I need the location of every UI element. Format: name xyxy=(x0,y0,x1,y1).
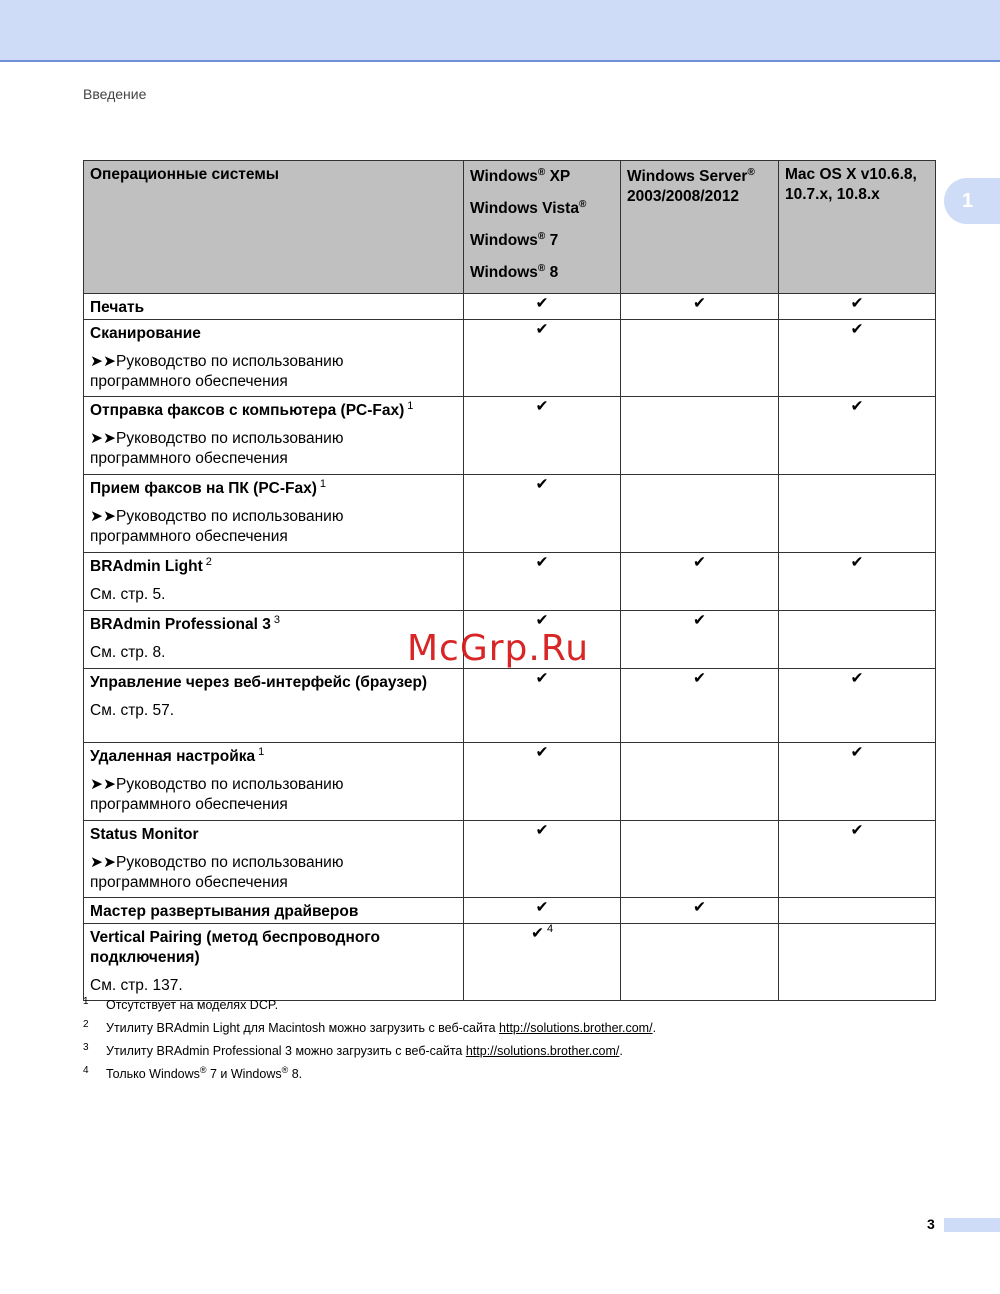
footnote-ref: 4 xyxy=(546,922,554,935)
support-cell-col1 xyxy=(464,743,621,821)
feature-note: См. стр. 57. xyxy=(90,702,175,719)
page-bar xyxy=(944,1218,1000,1232)
footnote xyxy=(83,997,943,1020)
table-row xyxy=(84,320,936,397)
footnotes xyxy=(83,997,943,1089)
footnote-ref: 1 xyxy=(407,399,414,412)
table-header-row xyxy=(84,161,936,294)
check-icon: ✔ xyxy=(535,321,549,338)
check-icon: ✔ xyxy=(850,670,864,687)
check-icon: ✔ xyxy=(850,321,864,338)
support-cell-col2 xyxy=(621,397,779,475)
check-icon: ✔ xyxy=(693,295,706,312)
support-cell-col1 xyxy=(464,294,621,320)
footnote-text: Только Windows xyxy=(106,1067,200,1081)
table-row xyxy=(84,669,936,743)
support-cell-col3 xyxy=(779,743,936,821)
feature-title: Мастер развертывания драйверов xyxy=(90,903,359,920)
footnote-link[interactable]: http://solutions.brother.com/ xyxy=(499,1021,653,1035)
feature-cell xyxy=(84,898,464,924)
support-cell-col2 xyxy=(621,669,779,743)
support-cell-col1 xyxy=(464,898,621,924)
watermark: McGrp.Ru xyxy=(407,628,590,669)
chapter-number: 1 xyxy=(962,189,974,212)
table-row xyxy=(84,743,936,821)
header-os: Операционные системы xyxy=(84,161,464,294)
check-icon: ✔ xyxy=(693,612,706,629)
support-cell-col3 xyxy=(779,821,936,898)
check-icon: ✔ xyxy=(850,822,864,839)
support-cell-col1 xyxy=(464,821,621,898)
feature-cell xyxy=(84,553,464,611)
check-icon: ✔ xyxy=(850,295,864,312)
footnote-text: . xyxy=(652,1021,657,1035)
check-icon: ✔ xyxy=(535,554,549,571)
support-cell-col3 xyxy=(779,475,936,553)
feature-note: ➤➤Руководство по использованию программного обеспечения xyxy=(90,854,344,891)
check-icon: ✔ xyxy=(535,476,549,493)
feature-title: Прием факсов на ПК (PC-Fax) $^1$ xyxy=(90,477,327,497)
support-cell-col3 xyxy=(779,397,936,475)
support-cell-col3 xyxy=(779,898,936,924)
check-icon: ✔ xyxy=(850,554,864,571)
support-cell-col1 xyxy=(464,320,621,397)
check-icon: ✔ xyxy=(693,899,706,916)
header-windows: Windows® XP Windows Vista® Windows® 7 Windows® 8 xyxy=(464,161,621,294)
support-cell-col2 xyxy=(621,294,779,320)
support-cell-col2 xyxy=(621,924,779,1001)
feature-note: ➤➤Руководство по использованию программного обеспечения xyxy=(90,353,344,390)
check-icon: ✔ xyxy=(535,822,549,839)
support-cell-col2 xyxy=(621,898,779,924)
support-cell-col1 xyxy=(464,924,621,1001)
support-cell-col2 xyxy=(621,553,779,611)
footnote-ref: 2 xyxy=(205,555,212,568)
support-cell-col3 xyxy=(779,669,936,743)
check-icon: ✔ xyxy=(535,398,549,415)
footnote-ref: 1 xyxy=(319,477,327,490)
page-number: 3 xyxy=(927,1216,935,1232)
footnote-link[interactable]: http://solutions.brother.com/ xyxy=(465,1044,620,1058)
footnote-ref: 3 xyxy=(273,613,280,626)
header-band xyxy=(0,0,1000,62)
check-icon: ✔ xyxy=(535,744,549,761)
support-cell-col3 xyxy=(779,553,936,611)
feature-note: ➤➤Руководство по использованию программного обеспечения xyxy=(90,430,344,467)
footnote-sup: ® xyxy=(199,1064,207,1075)
feature-title: Печать xyxy=(90,299,145,316)
footnote-number: 3 xyxy=(83,1042,89,1053)
footnote-number: 4 xyxy=(83,1065,89,1076)
table-row xyxy=(84,898,936,924)
header-windows-server: Windows Server® 2003/2008/2012 xyxy=(621,161,779,294)
footnote-text: Утилиту BRAdmin Professional 3 можно загрузить с веб-сайта xyxy=(106,1044,466,1058)
feature-title: Удаленная настройка $^1$ xyxy=(90,745,265,765)
check-icon: ✔ xyxy=(693,554,706,571)
feature-cell xyxy=(84,475,464,553)
os-support-table xyxy=(83,160,936,1001)
feature-cell xyxy=(84,821,464,898)
check-icon: ✔ xyxy=(850,398,864,415)
table-row xyxy=(84,294,936,320)
feature-cell xyxy=(84,924,464,1001)
support-cell-col3 xyxy=(779,294,936,320)
feature-note: ➤➤Руководство по использованию программного обеспечения xyxy=(90,776,344,813)
feature-title: Отправка факсов с компьютера (PC-Fax) $^1$ xyxy=(90,399,414,419)
table-row xyxy=(84,397,936,475)
check-icon: ✔ xyxy=(530,925,544,942)
table-row xyxy=(84,924,936,1001)
support-cell-col3 xyxy=(779,320,936,397)
feature-title: Сканирование xyxy=(90,325,201,342)
support-cell-col3 xyxy=(779,924,936,1001)
footnote-sup: ® xyxy=(281,1064,289,1075)
support-cell-col3 xyxy=(779,611,936,669)
header-mac: Mac OS X v10.6.8, 10.7.x, 10.8.x xyxy=(779,161,936,294)
footnote-ref: 1 xyxy=(258,745,265,758)
support-cell-col1 xyxy=(464,669,621,743)
footnote xyxy=(83,1066,943,1089)
feature-cell xyxy=(84,320,464,397)
footnote-text: 7 и Windows xyxy=(206,1067,282,1081)
feature-note: См. стр. 8. xyxy=(90,644,166,661)
check-icon: ✔ xyxy=(535,612,549,629)
support-cell-col2 xyxy=(621,743,779,821)
check-icon: ✔ xyxy=(850,744,864,761)
footnote-text: . xyxy=(619,1044,623,1058)
check-icon: ✔ xyxy=(693,670,706,687)
feature-cell xyxy=(84,294,464,320)
feature-note: ➤➤Руководство по использованию программного обеспечения xyxy=(90,508,344,545)
feature-title: Status Monitor xyxy=(90,826,199,843)
feature-cell xyxy=(84,397,464,475)
support-cell-col2 xyxy=(621,320,779,397)
support-cell-col1 xyxy=(464,397,621,475)
support-cell-col2 xyxy=(621,475,779,553)
support-cell-col1 xyxy=(464,553,621,611)
feature-note: См. стр. 137. xyxy=(90,977,183,994)
footnote-text: Утилиту BRAdmin Light для Macintosh можно загрузить с веб-сайта xyxy=(106,1021,500,1035)
feature-title: Vertical Pairing (метод беспроводного подключения) xyxy=(90,929,381,966)
table-row xyxy=(84,475,936,553)
feature-title: Управление через веб-интерфейс (браузер) xyxy=(90,674,428,691)
feature-cell xyxy=(84,669,464,743)
footnote xyxy=(83,1043,943,1066)
footnote-number: 2 xyxy=(83,1019,89,1030)
support-cell-col2 xyxy=(621,821,779,898)
footnote-text: Отсутствует на моделях DCP. xyxy=(106,998,279,1012)
support-cell-col2 xyxy=(621,611,779,669)
table-row xyxy=(84,821,936,898)
section-title: Введение xyxy=(83,86,147,102)
feature-note: См. стр. 5. xyxy=(90,586,166,603)
support-cell-col1 xyxy=(464,475,621,553)
table-row xyxy=(84,553,936,611)
check-icon: ✔ xyxy=(535,295,549,312)
feature-title: BRAdmin Professional 3 $^3$ xyxy=(90,613,280,633)
check-icon: ✔ xyxy=(535,670,549,687)
footnote-text: 8. xyxy=(288,1067,303,1081)
chapter-tab xyxy=(944,178,1000,224)
feature-cell xyxy=(84,743,464,821)
footnote-number: 1 xyxy=(83,996,89,1007)
feature-title: BRAdmin Light $^2$ xyxy=(90,555,212,575)
check-icon: ✔ xyxy=(535,899,549,916)
footnote xyxy=(83,1020,943,1043)
